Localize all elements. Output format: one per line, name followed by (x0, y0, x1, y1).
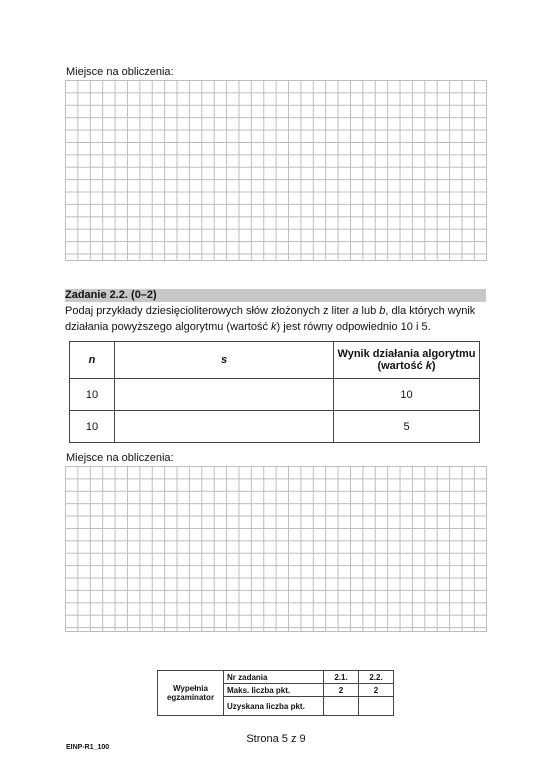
col-header-result (334, 342, 480, 379)
col-header-result-line1: Wynik działania algorytmu (337, 348, 476, 360)
row-task-label: Nr zadania (224, 671, 324, 684)
row-max-label: Maks. liczba pkt. (224, 684, 324, 697)
answer-table (69, 341, 480, 443)
task-text-part: , dla których wynik (385, 305, 476, 317)
max-points: 2 (324, 684, 359, 697)
task-instructions (65, 303, 490, 335)
obtained-points-input[interactable] (359, 697, 394, 716)
scratch-grid-bottom[interactable] (65, 466, 487, 632)
page-number: Strona 5 z 9 (246, 733, 306, 745)
task-text-letter-a: a (352, 305, 359, 317)
task-number: 2.1. (324, 671, 359, 684)
scratch-grid-top[interactable] (65, 80, 487, 261)
examiner-fill-line2: egzaminator (166, 693, 215, 702)
task-number: 2.2. (359, 671, 394, 684)
max-points: 2 (359, 684, 394, 697)
col-header-result-k: k (425, 360, 432, 372)
table-row (70, 379, 480, 411)
cell-n: 10 (70, 411, 115, 443)
examiner-fill-line1: Wypełnia (173, 684, 208, 693)
cell-s-input[interactable] (115, 411, 334, 443)
exam-code: EINP-R1_100 (66, 744, 110, 751)
cell-s-input[interactable] (115, 379, 334, 411)
task-text-letter-b: b (379, 305, 386, 317)
task-header-bar (65, 289, 486, 302)
col-header-result-close: ) (431, 360, 436, 372)
task-text-part: Podaj przykłady dziesięcioliterowych słów złożonych z liter (65, 305, 353, 317)
obtained-points-input[interactable] (324, 697, 359, 716)
col-header-n (70, 342, 115, 379)
table-row (70, 411, 480, 443)
col-header-n-text: n (88, 354, 96, 366)
row-obtained-label: Uzyskana liczba pkt. (224, 697, 324, 716)
col-header-result-line2: (wartość (377, 360, 426, 372)
cell-result: 10 (334, 379, 480, 411)
task-text-part: ) jest równy odpowiednio 10 i 5. (276, 321, 431, 333)
task-header: Zadanie 2.2. (0–2) (65, 289, 157, 301)
examiner-fill-label (158, 671, 224, 716)
col-header-s-text: s (220, 354, 228, 366)
col-header-s (115, 342, 334, 379)
answer-table-header (70, 342, 480, 379)
score-table (157, 670, 394, 716)
task-text-part: działania powyższego algorytmu (wartość (65, 321, 272, 333)
scratch-label-top: Miejsce na obliczenia: (66, 66, 174, 78)
scratch-label-bottom: Miejsce na obliczenia: (66, 452, 174, 464)
cell-result: 5 (334, 411, 480, 443)
cell-n: 10 (70, 379, 115, 411)
task-text-part: lub (358, 305, 380, 317)
task-text-var-k: k (271, 321, 277, 333)
